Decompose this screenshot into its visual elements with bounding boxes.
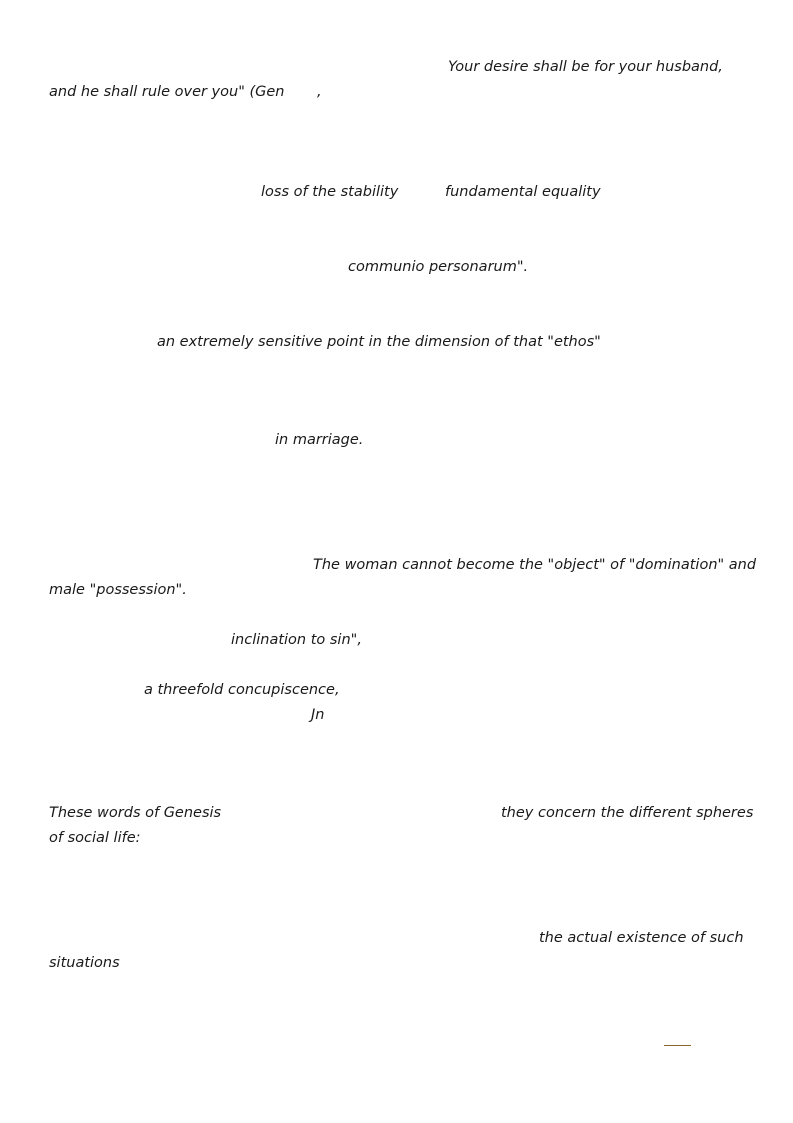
text-fragment-comma: ,	[317, 84, 322, 100]
text-fragment-in-marriage: in marriage.	[275, 432, 364, 448]
text-fragment-communio-personarum: communio personarum".	[348, 259, 529, 275]
text-fragment-woman-cannot-become: The woman cannot become the "object" of "domination" and	[313, 557, 757, 573]
text-fragment-inclination-to-sin: inclination to sin",	[231, 632, 362, 648]
text-fragment-words-of-genesis: These words of Genesis	[49, 805, 222, 821]
text-fragment-situations: situations	[49, 955, 120, 971]
text-fragment-male-possession: male "possession".	[49, 582, 187, 598]
text-fragment-he-shall-rule: and he shall rule over you" (Gen	[49, 84, 285, 100]
text-fragment-social-life: of social life:	[49, 830, 141, 846]
text-fragment-your-desire: Your desire shall be for your husband,	[448, 59, 723, 75]
text-fragment-jn: Jn	[311, 707, 325, 723]
text-fragment-actual-existence: the actual existence of such	[539, 930, 744, 946]
text-fragment-sensitive-point: an extremely sensitive point in the dimension of that "ethos"	[157, 334, 601, 350]
text-fragment-loss-of-stability: loss of the stability	[261, 184, 399, 200]
footnote-rule	[664, 1045, 691, 1046]
text-fragment-fundamental-equality: fundamental equality	[445, 184, 601, 200]
text-fragment-threefold-concupiscence: a threefold concupiscence,	[144, 682, 340, 698]
text-fragment-different-spheres: they concern the different spheres	[501, 805, 754, 821]
